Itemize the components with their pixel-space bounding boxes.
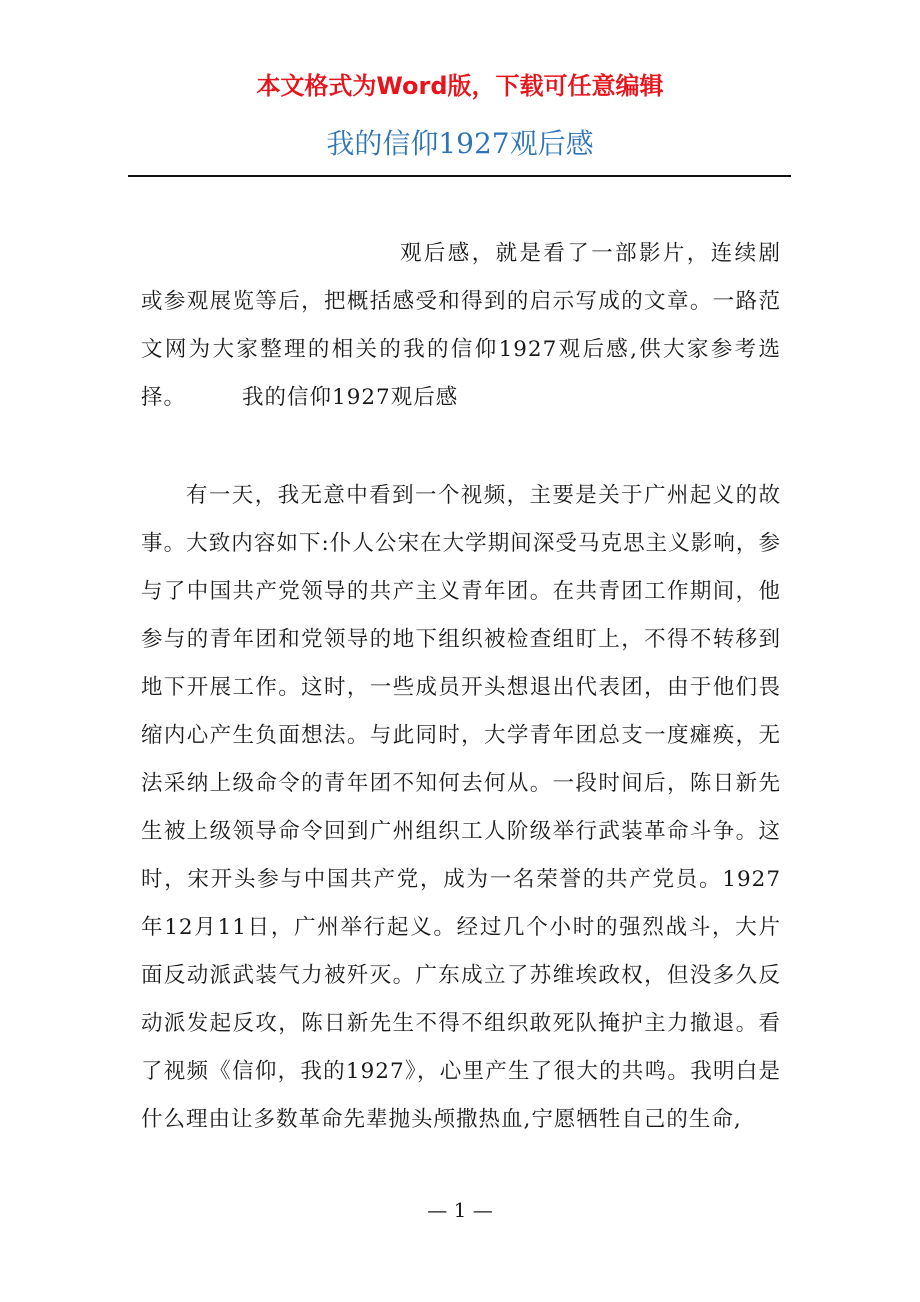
intro-paragraph xyxy=(141,230,781,422)
page-number: — 1 — xyxy=(427,1198,493,1222)
intro-heading-ref: 我的信仰1927观后感 xyxy=(242,385,459,410)
title-divider xyxy=(128,175,791,177)
format-notice-banner: 本文格式为Word版，下载可任意编辑 xyxy=(256,72,664,100)
intro-text: 观后感，就是看了一部影片，连续剧或参观展览等后，把概括感受和得到的启示写成的文章。一路范文网为大家整理的相关的我的信仰1927观后感,供大家参考选择。 xyxy=(141,241,781,410)
page-title: 我的信仰1927观后感 xyxy=(326,127,594,160)
body-paragraph: 有一天，我无意中看到一个视频，主要是关于广州起义的故事。大致内容如下:仆人公宋在大学期间深受马克思主义影响，参与了中国共产党领导的共产主义青年团。在共青团工作期间，他参与的青年团和党领导的地下组织被检查组盯上，不得不转移到地下开展工作。这时，一些成员开头想退出代表团，由于他们畏缩内心产生负面想法。与此同时，大学青年团总支一度瘫痪，无法采纳上级命令的青年团不知何去何从。一段时间后，陈日新先生被上级领导命令回到广州组织工人阶级举行武装革命斗争。这时，宋开头参与中国共产党，成为一名荣誉的共产党员。1927年12月11日，广州举行起义。经过几个小时的强烈战斗，大片面反动派武装气力被歼灭。广东成立了苏维埃政权，但没多久反动派发起反攻，陈日新先生不得不组织敢死队掩护主力撤退。看了视频《信仰，我的1927》，心里产生了很大的共鸣。我明白是什么理由让多数革命先辈抛头颅撒热血,宁愿牺牲自己的生命, xyxy=(141,483,781,1132)
